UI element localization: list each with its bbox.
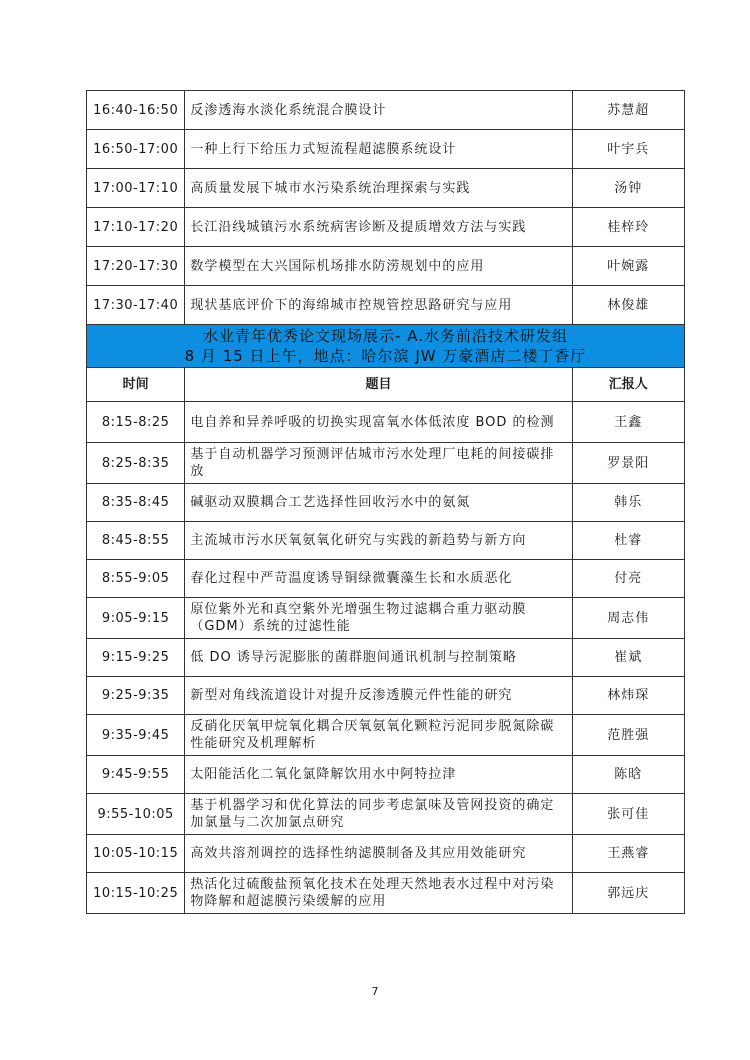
topic-cell: 基于机器学习和优化算法的同步考虑氯味及管网投资的确定加氯量与二次加氯点研究	[185, 794, 572, 835]
section-title: 水业青年优秀论文现场展示- A.水务前沿技术研发组	[203, 327, 568, 345]
time-cell: 17:30-17:40	[87, 286, 185, 325]
table-row	[87, 677, 685, 715]
speaker-cell: 叶婉露	[572, 247, 684, 286]
table-row	[87, 443, 685, 484]
header-topic: 题目	[185, 368, 572, 402]
table-row	[87, 169, 685, 208]
time-cell: 9:25-9:35	[87, 677, 185, 715]
time-cell: 8:55-9:05	[87, 560, 185, 598]
speaker-cell: 罗景阳	[572, 443, 684, 484]
table-row	[87, 286, 685, 325]
section-banner	[87, 325, 685, 368]
table-row	[87, 208, 685, 247]
table-row	[87, 715, 685, 756]
time-cell: 9:05-9:15	[87, 598, 185, 639]
table-row	[87, 639, 685, 677]
speaker-cell: 杜睿	[572, 522, 684, 560]
table-row	[87, 91, 685, 130]
time-cell: 8:25-8:35	[87, 443, 185, 484]
table-row	[87, 794, 685, 835]
time-cell: 17:20-17:30	[87, 247, 185, 286]
topic-cell: 长江沿线城镇污水系统病害诊断及提质增效方法与实践	[185, 208, 572, 247]
time-cell: 9:15-9:25	[87, 639, 185, 677]
speaker-cell: 崔斌	[572, 639, 684, 677]
time-cell: 8:15-8:25	[87, 402, 185, 443]
speaker-cell: 汤钟	[572, 169, 684, 208]
topic-cell: 新型对角线流道设计对提升反渗透膜元件性能的研究	[185, 677, 572, 715]
table-row	[87, 484, 685, 522]
time-cell: 8:35-8:45	[87, 484, 185, 522]
topic-cell: 现状基底评价下的海绵城市控规管控思路研究与应用	[185, 286, 572, 325]
speaker-cell: 张可佳	[572, 794, 684, 835]
topic-cell: 一种上行下给压力式短流程超滤膜系统设计	[185, 130, 572, 169]
time-cell: 9:35-9:45	[87, 715, 185, 756]
speaker-cell: 林俊雄	[572, 286, 684, 325]
topic-cell: 低 DO 诱导污泥膨胀的菌群胞间通讯机制与控制策略	[185, 639, 572, 677]
speaker-cell: 郭远庆	[572, 873, 684, 914]
time-cell: 9:55-10:05	[87, 794, 185, 835]
speaker-cell: 叶宇兵	[572, 130, 684, 169]
table-row	[87, 130, 685, 169]
time-cell: 8:45-8:55	[87, 522, 185, 560]
table-row	[87, 873, 685, 914]
time-cell: 16:40-16:50	[87, 91, 185, 130]
speaker-cell: 周志伟	[572, 598, 684, 639]
page-number: 7	[371, 985, 379, 998]
table-row	[87, 247, 685, 286]
topic-cell: 数学模型在大兴国际机场排水防涝规划中的应用	[185, 247, 572, 286]
schedule-table	[86, 90, 685, 914]
time-cell: 16:50-17:00	[87, 130, 185, 169]
topic-cell: 高效共溶剂调控的选择性纳滤膜制备及其应用效能研究	[185, 835, 572, 873]
speaker-cell: 付亮	[572, 560, 684, 598]
topic-cell: 高质量发展下城市水污染系统治理探索与实践	[185, 169, 572, 208]
speaker-cell: 王鑫	[572, 402, 684, 443]
topic-cell: 反硝化厌氧甲烷氧化耦合厌氧氨氧化颗粒污泥同步脱氮除碳性能研究及机理解析	[185, 715, 572, 756]
table-header-row	[87, 368, 685, 402]
topic-cell: 原位紫外光和真空紫外光增强生物过滤耦合重力驱动膜（GDM）系统的过滤性能	[185, 598, 572, 639]
section-subtitle: 8 月 15 日上午，地点：哈尔滨 JW 万豪酒店二楼丁香厅	[184, 347, 587, 365]
table-row	[87, 835, 685, 873]
speaker-cell: 林炜琛	[572, 677, 684, 715]
topic-cell: 春化过程中严苛温度诱导铜绿微囊藻生长和水质恶化	[185, 560, 572, 598]
table-row	[87, 598, 685, 639]
time-cell: 9:45-9:55	[87, 756, 185, 794]
speaker-cell: 王燕睿	[572, 835, 684, 873]
table-row	[87, 522, 685, 560]
time-cell: 10:05-10:15	[87, 835, 185, 873]
header-speaker: 汇报人	[572, 368, 684, 402]
time-cell: 17:10-17:20	[87, 208, 185, 247]
topic-cell: 太阳能活化二氧化氯降解饮用水中阿特拉津	[185, 756, 572, 794]
table-row	[87, 560, 685, 598]
table-row	[87, 402, 685, 443]
topic-cell: 反渗透海水淡化系统混合膜设计	[185, 91, 572, 130]
header-time: 时间	[87, 368, 185, 402]
time-cell: 10:15-10:25	[87, 873, 185, 914]
topic-cell: 碱驱动双膜耦合工艺选择性回收污水中的氨氮	[185, 484, 572, 522]
topic-cell: 基于自动机器学习预测评估城市污水处理厂电耗的间接碳排放	[185, 443, 572, 484]
table-row	[87, 756, 685, 794]
topic-cell: 热活化过硫酸盐预氧化技术在处理天然地表水过程中对污染物降解和超滤膜污染缓解的应用	[185, 873, 572, 914]
speaker-cell: 陈晗	[572, 756, 684, 794]
time-cell: 17:00-17:10	[87, 169, 185, 208]
speaker-cell: 范胜强	[572, 715, 684, 756]
speaker-cell: 苏慧超	[572, 91, 684, 130]
topic-cell: 主流城市污水厌氧氨氧化研究与实践的新趋势与新方向	[185, 522, 572, 560]
topic-cell: 电自养和异养呼吸的切换实现富氧水体低浓度 BOD 的检测	[185, 402, 572, 443]
speaker-cell: 韩乐	[572, 484, 684, 522]
speaker-cell: 桂梓玲	[572, 208, 684, 247]
